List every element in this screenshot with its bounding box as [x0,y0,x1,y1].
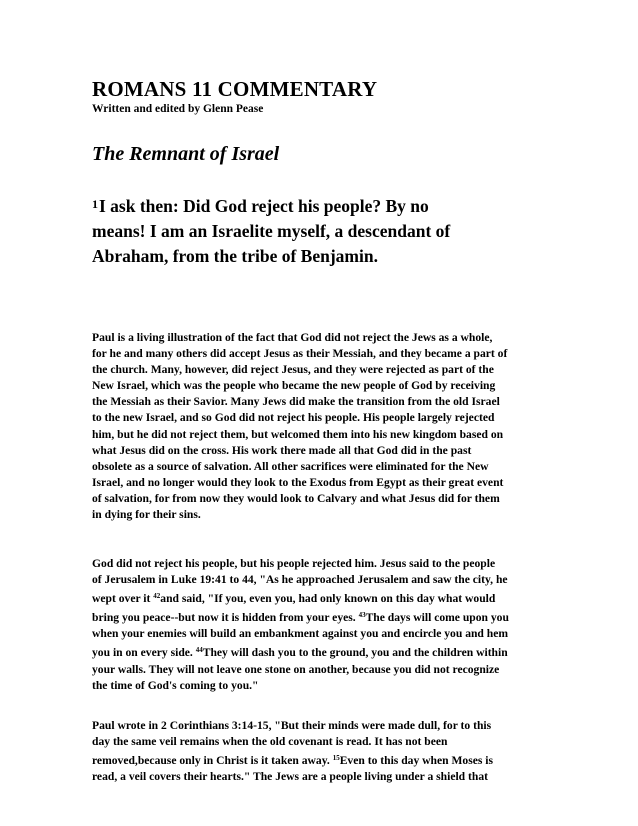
verse-number: 1 [92,197,98,211]
paragraph-line: when your enemies will build an embankment against you and encircle you and hem [92,627,509,641]
paragraph-line [92,607,552,626]
verse-superscript: 15 [332,754,340,763]
scripture-verse [92,192,552,269]
verse-line: I ask then: Did God reject his people? By no [99,196,429,216]
text-run: you in on every side. [92,646,196,660]
paragraph-line: God did not reject his people, but his people rejected him. Jesus said to the people [92,557,496,570]
text-run: removed,because only in Christ is it taken away. [92,754,333,768]
text-run: and said, "If you, even you, had only known on this day what would [160,592,496,606]
paragraph-line: what Jesus did on the cross. His work there made all that God did in the past [92,443,472,457]
paragraph-line: Paul is a living illustration of the fact that God did not reject the Jews as a whole, [92,331,493,344]
commentary-paragraph-2 [92,556,552,694]
paragraph-line: the time of God's coming to you." [92,678,259,692]
verse-superscript: 44 [195,646,203,655]
paragraph-line: him, but he did not reject them, but welcomed them into his new kingdom based on [92,427,504,441]
paragraph-line: Paul wrote in 2 Corinthians 3:14-15, "But their minds were made dull, for to this [92,719,492,732]
author-byline: Written and edited by Glenn Pease [92,103,264,115]
section-heading: The Remnant of Israel [92,143,280,165]
paragraph-line: of salvation, for from now they would look to Calvary and what Jesus did for them [92,491,500,505]
document-title: ROMANS 11 COMMENTARY [92,77,378,101]
verse-line: means! I am an Israelite myself, a descendant of [92,221,451,241]
commentary-paragraph-3 [92,718,552,785]
text-run: Even to this day when Moses is [339,754,493,768]
paragraph-line [92,750,552,769]
text-run: wept over it [92,592,154,606]
paragraph-line: of Jerusalem in Luke 19:41 to 44, "As he approached Jerusalem and saw the city, he [92,573,508,587]
paragraph-line: for he and many others did accept Jesus as their Messiah, and they became a part of [92,347,508,361]
paragraph-line: to the new Israel, and so God did not reject his people. His people largely rejected [92,411,495,425]
text-run: They will dash you to the ground, you and the children within [202,646,508,660]
commentary-paragraph-1 [92,330,552,523]
paragraph-line: the church. Many, however, did reject Jesus, and they were rejected as part of the [92,363,494,377]
paragraph-line: day the same veil remains when the old covenant is read. It has not been [92,735,448,749]
text-run: The days will come upon you [365,611,509,625]
paragraph-line: obsolete as a source of salvation. All other sacrifices were eliminated for the New [92,459,489,473]
verse-superscript: 42 [153,592,161,601]
paragraph-line: in dying for their sins. [92,508,201,522]
paragraph-line: read, a veil covers their hearts." The Jews are a people living under a shield that [92,770,488,784]
paragraph-line: Israel, and no longer would they look to the Exodus from Egypt as their great event [92,475,504,489]
paragraph-line: the Messiah as their Savior. Many Jews did make the transition from the old Israel [92,395,500,409]
paragraph-line: New Israel, which was the people who became the new people of God by receiving [92,379,496,393]
paragraph-line: your walls. They will not leave one stone on another, because you did not recognize [92,662,500,676]
paragraph-line [92,588,552,607]
text-run: bring you peace--but now it is hidden from your eyes. [92,611,359,625]
paragraph-line [92,642,552,661]
verse-line: Abraham, from the tribe of Benjamin. [92,246,378,266]
verse-superscript: 43 [358,611,366,620]
